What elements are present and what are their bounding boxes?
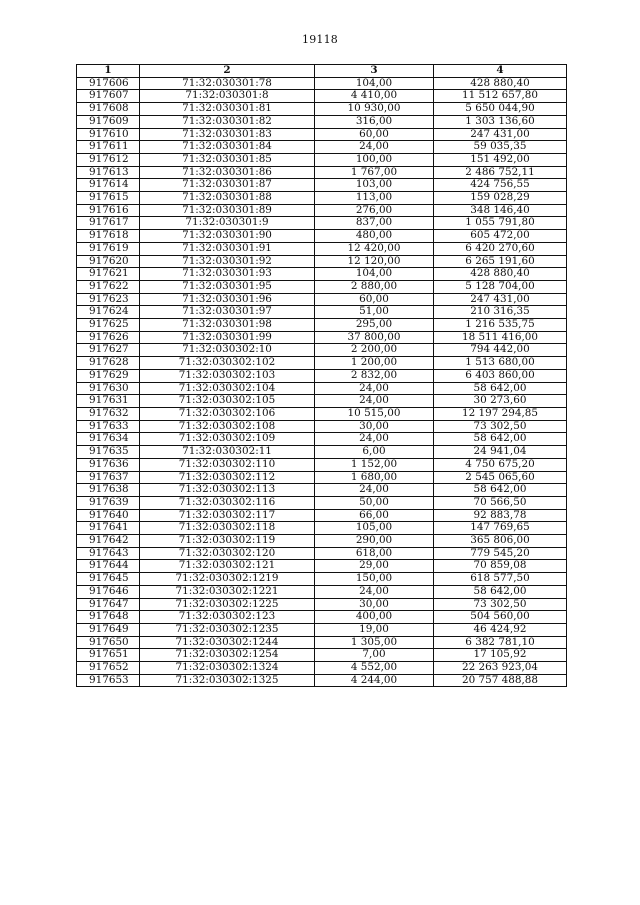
cadastral-number-cell: 71:32:030301:82 <box>140 115 315 128</box>
row-id-cell: 917633 <box>77 420 140 433</box>
row-id-cell: 917622 <box>77 280 140 293</box>
value-cell: 58 642,00 <box>434 433 567 446</box>
area-cell: 29,00 <box>315 560 434 573</box>
area-cell: 1 680,00 <box>315 471 434 484</box>
table-row <box>77 280 567 293</box>
value-cell: 20 757 488,88 <box>434 674 567 687</box>
cadastral-number-cell: 71:32:030302:11 <box>140 446 315 459</box>
area-cell: 1 152,00 <box>315 458 434 471</box>
row-id-cell: 917624 <box>77 306 140 319</box>
table-row <box>77 204 567 217</box>
value-cell: 348 146,40 <box>434 204 567 217</box>
row-id-cell: 917636 <box>77 458 140 471</box>
area-cell: 1 305,00 <box>315 636 434 649</box>
value-cell: 428 880,40 <box>434 268 567 281</box>
row-id-cell: 917632 <box>77 407 140 420</box>
value-cell: 4 750 675,20 <box>434 458 567 471</box>
row-id-cell: 917640 <box>77 509 140 522</box>
value-cell: 151 492,00 <box>434 153 567 166</box>
cadastral-number-cell: 71:32:030302:1244 <box>140 636 315 649</box>
value-cell: 73 302,50 <box>434 420 567 433</box>
row-id-cell: 917647 <box>77 598 140 611</box>
cadastral-number-cell: 71:32:030302:109 <box>140 433 315 446</box>
table-row <box>77 230 567 243</box>
value-cell: 12 197 294,85 <box>434 407 567 420</box>
column-header-1: 1 <box>77 65 140 78</box>
area-cell: 10 515,00 <box>315 407 434 420</box>
table-row <box>77 433 567 446</box>
table-row <box>77 471 567 484</box>
page-number: 19118 <box>302 33 338 46</box>
area-cell: 24,00 <box>315 141 434 154</box>
area-cell: 316,00 <box>315 115 434 128</box>
cadastral-number-cell: 71:32:030302:117 <box>140 509 315 522</box>
cadastral-number-cell: 71:32:030302:106 <box>140 407 315 420</box>
cadastral-number-cell: 71:32:030301:91 <box>140 242 315 255</box>
area-cell: 12 420,00 <box>315 242 434 255</box>
table-row <box>77 674 567 687</box>
area-cell: 66,00 <box>315 509 434 522</box>
area-cell: 290,00 <box>315 535 434 548</box>
area-cell: 19,00 <box>315 623 434 636</box>
area-cell: 24,00 <box>315 382 434 395</box>
value-cell: 6 403 860,00 <box>434 369 567 382</box>
table-row <box>77 141 567 154</box>
row-id-cell: 917645 <box>77 573 140 586</box>
table-row <box>77 128 567 141</box>
row-id-cell: 917650 <box>77 636 140 649</box>
value-cell: 5 128 704,00 <box>434 280 567 293</box>
row-id-cell: 917631 <box>77 395 140 408</box>
value-cell: 365 806,00 <box>434 535 567 548</box>
row-id-cell: 917629 <box>77 369 140 382</box>
row-id-cell: 917619 <box>77 242 140 255</box>
cadastral-number-cell: 71:32:030302:110 <box>140 458 315 471</box>
area-cell: 4 552,00 <box>315 662 434 675</box>
cadastral-number-cell: 71:32:030302:10 <box>140 344 315 357</box>
area-cell: 4 410,00 <box>315 90 434 103</box>
value-cell: 6 420 270,60 <box>434 242 567 255</box>
cadastral-number-cell: 71:32:030302:120 <box>140 547 315 560</box>
cadastral-number-cell: 71:32:030301:84 <box>140 141 315 154</box>
table-row <box>77 484 567 497</box>
table-row <box>77 331 567 344</box>
cadastral-number-cell: 71:32:030301:95 <box>140 280 315 293</box>
area-cell: 104,00 <box>315 77 434 90</box>
table-row <box>77 369 567 382</box>
cadastral-number-cell: 71:32:030301:98 <box>140 319 315 332</box>
value-cell: 70 566,50 <box>434 496 567 509</box>
row-id-cell: 917609 <box>77 115 140 128</box>
row-id-cell: 917644 <box>77 560 140 573</box>
value-cell: 17 105,92 <box>434 649 567 662</box>
cadastral-number-cell: 71:32:030302:108 <box>140 420 315 433</box>
value-cell: 5 650 044,90 <box>434 103 567 116</box>
row-id-cell: 917628 <box>77 357 140 370</box>
row-id-cell: 917652 <box>77 662 140 675</box>
table-row <box>77 77 567 90</box>
cadastral-number-cell: 71:32:030301:87 <box>140 179 315 192</box>
area-cell: 51,00 <box>315 306 434 319</box>
table-row <box>77 179 567 192</box>
cadastral-number-cell: 71:32:030302:1325 <box>140 674 315 687</box>
area-cell: 2 880,00 <box>315 280 434 293</box>
table-row <box>77 293 567 306</box>
row-id-cell: 917608 <box>77 103 140 116</box>
value-cell: 30 273,60 <box>434 395 567 408</box>
cadastral-number-cell: 71:32:030301:90 <box>140 230 315 243</box>
cadastral-number-cell: 71:32:030301:8 <box>140 90 315 103</box>
value-cell: 73 302,50 <box>434 598 567 611</box>
row-id-cell: 917637 <box>77 471 140 484</box>
cadastral-number-cell: 71:32:030302:105 <box>140 395 315 408</box>
row-id-cell: 917641 <box>77 522 140 535</box>
cadastral-number-cell: 71:32:030302:116 <box>140 496 315 509</box>
cadastral-number-cell: 71:32:030302:103 <box>140 369 315 382</box>
cadastral-number-cell: 71:32:030301:83 <box>140 128 315 141</box>
table-row <box>77 153 567 166</box>
table-row <box>77 395 567 408</box>
column-header-4: 4 <box>434 65 567 78</box>
area-cell: 618,00 <box>315 547 434 560</box>
row-id-cell: 917614 <box>77 179 140 192</box>
table-row <box>77 547 567 560</box>
value-cell: 1 513 680,00 <box>434 357 567 370</box>
cadastral-number-cell: 71:32:030301:85 <box>140 153 315 166</box>
value-cell: 70 859,08 <box>434 560 567 573</box>
value-cell: 618 577,50 <box>434 573 567 586</box>
row-id-cell: 917615 <box>77 192 140 205</box>
table-row <box>77 242 567 255</box>
table-row <box>77 357 567 370</box>
table-row <box>77 90 567 103</box>
area-cell: 1 767,00 <box>315 166 434 179</box>
area-cell: 50,00 <box>315 496 434 509</box>
value-cell: 1 303 136,60 <box>434 115 567 128</box>
area-cell: 400,00 <box>315 611 434 624</box>
table-row <box>77 382 567 395</box>
table-header-row <box>77 65 567 78</box>
value-cell: 6 382 781,10 <box>434 636 567 649</box>
row-id-cell: 917651 <box>77 649 140 662</box>
row-id-cell: 917630 <box>77 382 140 395</box>
cadastral-number-cell: 71:32:030301:88 <box>140 192 315 205</box>
row-id-cell: 917649 <box>77 623 140 636</box>
table-row <box>77 306 567 319</box>
area-cell: 24,00 <box>315 484 434 497</box>
value-cell: 247 431,00 <box>434 293 567 306</box>
table-row <box>77 611 567 624</box>
table-row <box>77 319 567 332</box>
table-row <box>77 446 567 459</box>
cadastral-number-cell: 71:32:030301:96 <box>140 293 315 306</box>
cadastral-number-cell: 71:32:030302:119 <box>140 535 315 548</box>
area-cell: 104,00 <box>315 268 434 281</box>
value-cell: 428 880,40 <box>434 77 567 90</box>
cadastral-number-cell: 71:32:030301:78 <box>140 77 315 90</box>
value-cell: 2 486 752,11 <box>434 166 567 179</box>
table-row <box>77 636 567 649</box>
table-row <box>77 623 567 636</box>
row-id-cell: 917612 <box>77 153 140 166</box>
table-row <box>77 115 567 128</box>
cadastral-number-cell: 71:32:030302:113 <box>140 484 315 497</box>
row-id-cell: 917646 <box>77 585 140 598</box>
row-id-cell: 917626 <box>77 331 140 344</box>
row-id-cell: 917643 <box>77 547 140 560</box>
cadastral-number-cell: 71:32:030302:112 <box>140 471 315 484</box>
row-id-cell: 917642 <box>77 535 140 548</box>
row-id-cell: 917611 <box>77 141 140 154</box>
value-cell: 1 055 791,80 <box>434 217 567 230</box>
value-cell: 22 263 923,04 <box>434 662 567 675</box>
area-cell: 105,00 <box>315 522 434 535</box>
value-cell: 779 545,20 <box>434 547 567 560</box>
table-row <box>77 255 567 268</box>
row-id-cell: 917621 <box>77 268 140 281</box>
area-cell: 30,00 <box>315 598 434 611</box>
cadastral-number-cell: 71:32:030301:99 <box>140 331 315 344</box>
value-cell: 58 642,00 <box>434 382 567 395</box>
table-row <box>77 268 567 281</box>
value-cell: 58 642,00 <box>434 585 567 598</box>
table-row <box>77 522 567 535</box>
data-table <box>76 64 567 687</box>
area-cell: 4 244,00 <box>315 674 434 687</box>
area-cell: 12 120,00 <box>315 255 434 268</box>
area-cell: 2 832,00 <box>315 369 434 382</box>
table-body <box>77 77 567 687</box>
area-cell: 37 800,00 <box>315 331 434 344</box>
table-row <box>77 496 567 509</box>
row-id-cell: 917648 <box>77 611 140 624</box>
cadastral-number-cell: 71:32:030301:86 <box>140 166 315 179</box>
row-id-cell: 917620 <box>77 255 140 268</box>
area-cell: 7,00 <box>315 649 434 662</box>
value-cell: 2 545 065,60 <box>434 471 567 484</box>
table-row <box>77 103 567 116</box>
cadastral-number-cell: 71:32:030301:93 <box>140 268 315 281</box>
cadastral-number-cell: 71:32:030301:9 <box>140 217 315 230</box>
area-cell: 1 200,00 <box>315 357 434 370</box>
column-header-3: 3 <box>315 65 434 78</box>
cadastral-number-cell: 71:32:030302:123 <box>140 611 315 624</box>
row-id-cell: 917634 <box>77 433 140 446</box>
area-cell: 6,00 <box>315 446 434 459</box>
cadastral-number-cell: 71:32:030302:118 <box>140 522 315 535</box>
table-row <box>77 662 567 675</box>
row-id-cell: 917606 <box>77 77 140 90</box>
value-cell: 1 216 535,75 <box>434 319 567 332</box>
table-row <box>77 598 567 611</box>
area-cell: 150,00 <box>315 573 434 586</box>
row-id-cell: 917653 <box>77 674 140 687</box>
table-row <box>77 573 567 586</box>
area-cell: 2 200,00 <box>315 344 434 357</box>
row-id-cell: 917616 <box>77 204 140 217</box>
value-cell: 159 028,29 <box>434 192 567 205</box>
area-cell: 480,00 <box>315 230 434 243</box>
table-row <box>77 509 567 522</box>
cadastral-number-cell: 71:32:030302:102 <box>140 357 315 370</box>
row-id-cell: 917613 <box>77 166 140 179</box>
row-id-cell: 917638 <box>77 484 140 497</box>
value-cell: 24 941,04 <box>434 446 567 459</box>
area-cell: 60,00 <box>315 128 434 141</box>
row-id-cell: 917625 <box>77 319 140 332</box>
table-row <box>77 192 567 205</box>
value-cell: 6 265 191,60 <box>434 255 567 268</box>
cadastral-number-cell: 71:32:030301:92 <box>140 255 315 268</box>
area-cell: 837,00 <box>315 217 434 230</box>
row-id-cell: 917627 <box>77 344 140 357</box>
area-cell: 10 930,00 <box>315 103 434 116</box>
cadastral-number-cell: 71:32:030302:1235 <box>140 623 315 636</box>
area-cell: 100,00 <box>315 153 434 166</box>
area-cell: 113,00 <box>315 192 434 205</box>
cadastral-number-cell: 71:32:030302:104 <box>140 382 315 395</box>
cadastral-number-cell: 71:32:030302:121 <box>140 560 315 573</box>
row-id-cell: 917618 <box>77 230 140 243</box>
value-cell: 59 035,35 <box>434 141 567 154</box>
value-cell: 147 769,65 <box>434 522 567 535</box>
value-cell: 58 642,00 <box>434 484 567 497</box>
cadastral-number-cell: 71:32:030301:97 <box>140 306 315 319</box>
row-id-cell: 917607 <box>77 90 140 103</box>
area-cell: 30,00 <box>315 420 434 433</box>
area-cell: 24,00 <box>315 395 434 408</box>
cadastral-number-cell: 71:32:030301:81 <box>140 103 315 116</box>
value-cell: 210 316,35 <box>434 306 567 319</box>
row-id-cell: 917617 <box>77 217 140 230</box>
table-row <box>77 560 567 573</box>
cadastral-number-cell: 71:32:030302:1219 <box>140 573 315 586</box>
area-cell: 103,00 <box>315 179 434 192</box>
area-cell: 276,00 <box>315 204 434 217</box>
value-cell: 18 511 416,00 <box>434 331 567 344</box>
row-id-cell: 917623 <box>77 293 140 306</box>
area-cell: 24,00 <box>315 433 434 446</box>
row-id-cell: 917635 <box>77 446 140 459</box>
area-cell: 295,00 <box>315 319 434 332</box>
area-cell: 60,00 <box>315 293 434 306</box>
cadastral-number-cell: 71:32:030302:1254 <box>140 649 315 662</box>
value-cell: 424 756,55 <box>434 179 567 192</box>
value-cell: 92 883,78 <box>434 509 567 522</box>
value-cell: 247 431,00 <box>434 128 567 141</box>
cadastral-number-cell: 71:32:030301:89 <box>140 204 315 217</box>
column-header-2: 2 <box>140 65 315 78</box>
value-cell: 605 472,00 <box>434 230 567 243</box>
area-cell: 24,00 <box>315 585 434 598</box>
row-id-cell: 917610 <box>77 128 140 141</box>
table-row <box>77 344 567 357</box>
table-row <box>77 407 567 420</box>
table-row <box>77 535 567 548</box>
value-cell: 11 512 657,80 <box>434 90 567 103</box>
table-row <box>77 420 567 433</box>
cadastral-number-cell: 71:32:030302:1225 <box>140 598 315 611</box>
cadastral-number-cell: 71:32:030302:1324 <box>140 662 315 675</box>
table-row <box>77 458 567 471</box>
cadastral-number-cell: 71:32:030302:1221 <box>140 585 315 598</box>
value-cell: 46 424,92 <box>434 623 567 636</box>
value-cell: 794 442,00 <box>434 344 567 357</box>
table-row <box>77 649 567 662</box>
table-row <box>77 585 567 598</box>
table-row <box>77 217 567 230</box>
table-row <box>77 166 567 179</box>
row-id-cell: 917639 <box>77 496 140 509</box>
value-cell: 504 560,00 <box>434 611 567 624</box>
